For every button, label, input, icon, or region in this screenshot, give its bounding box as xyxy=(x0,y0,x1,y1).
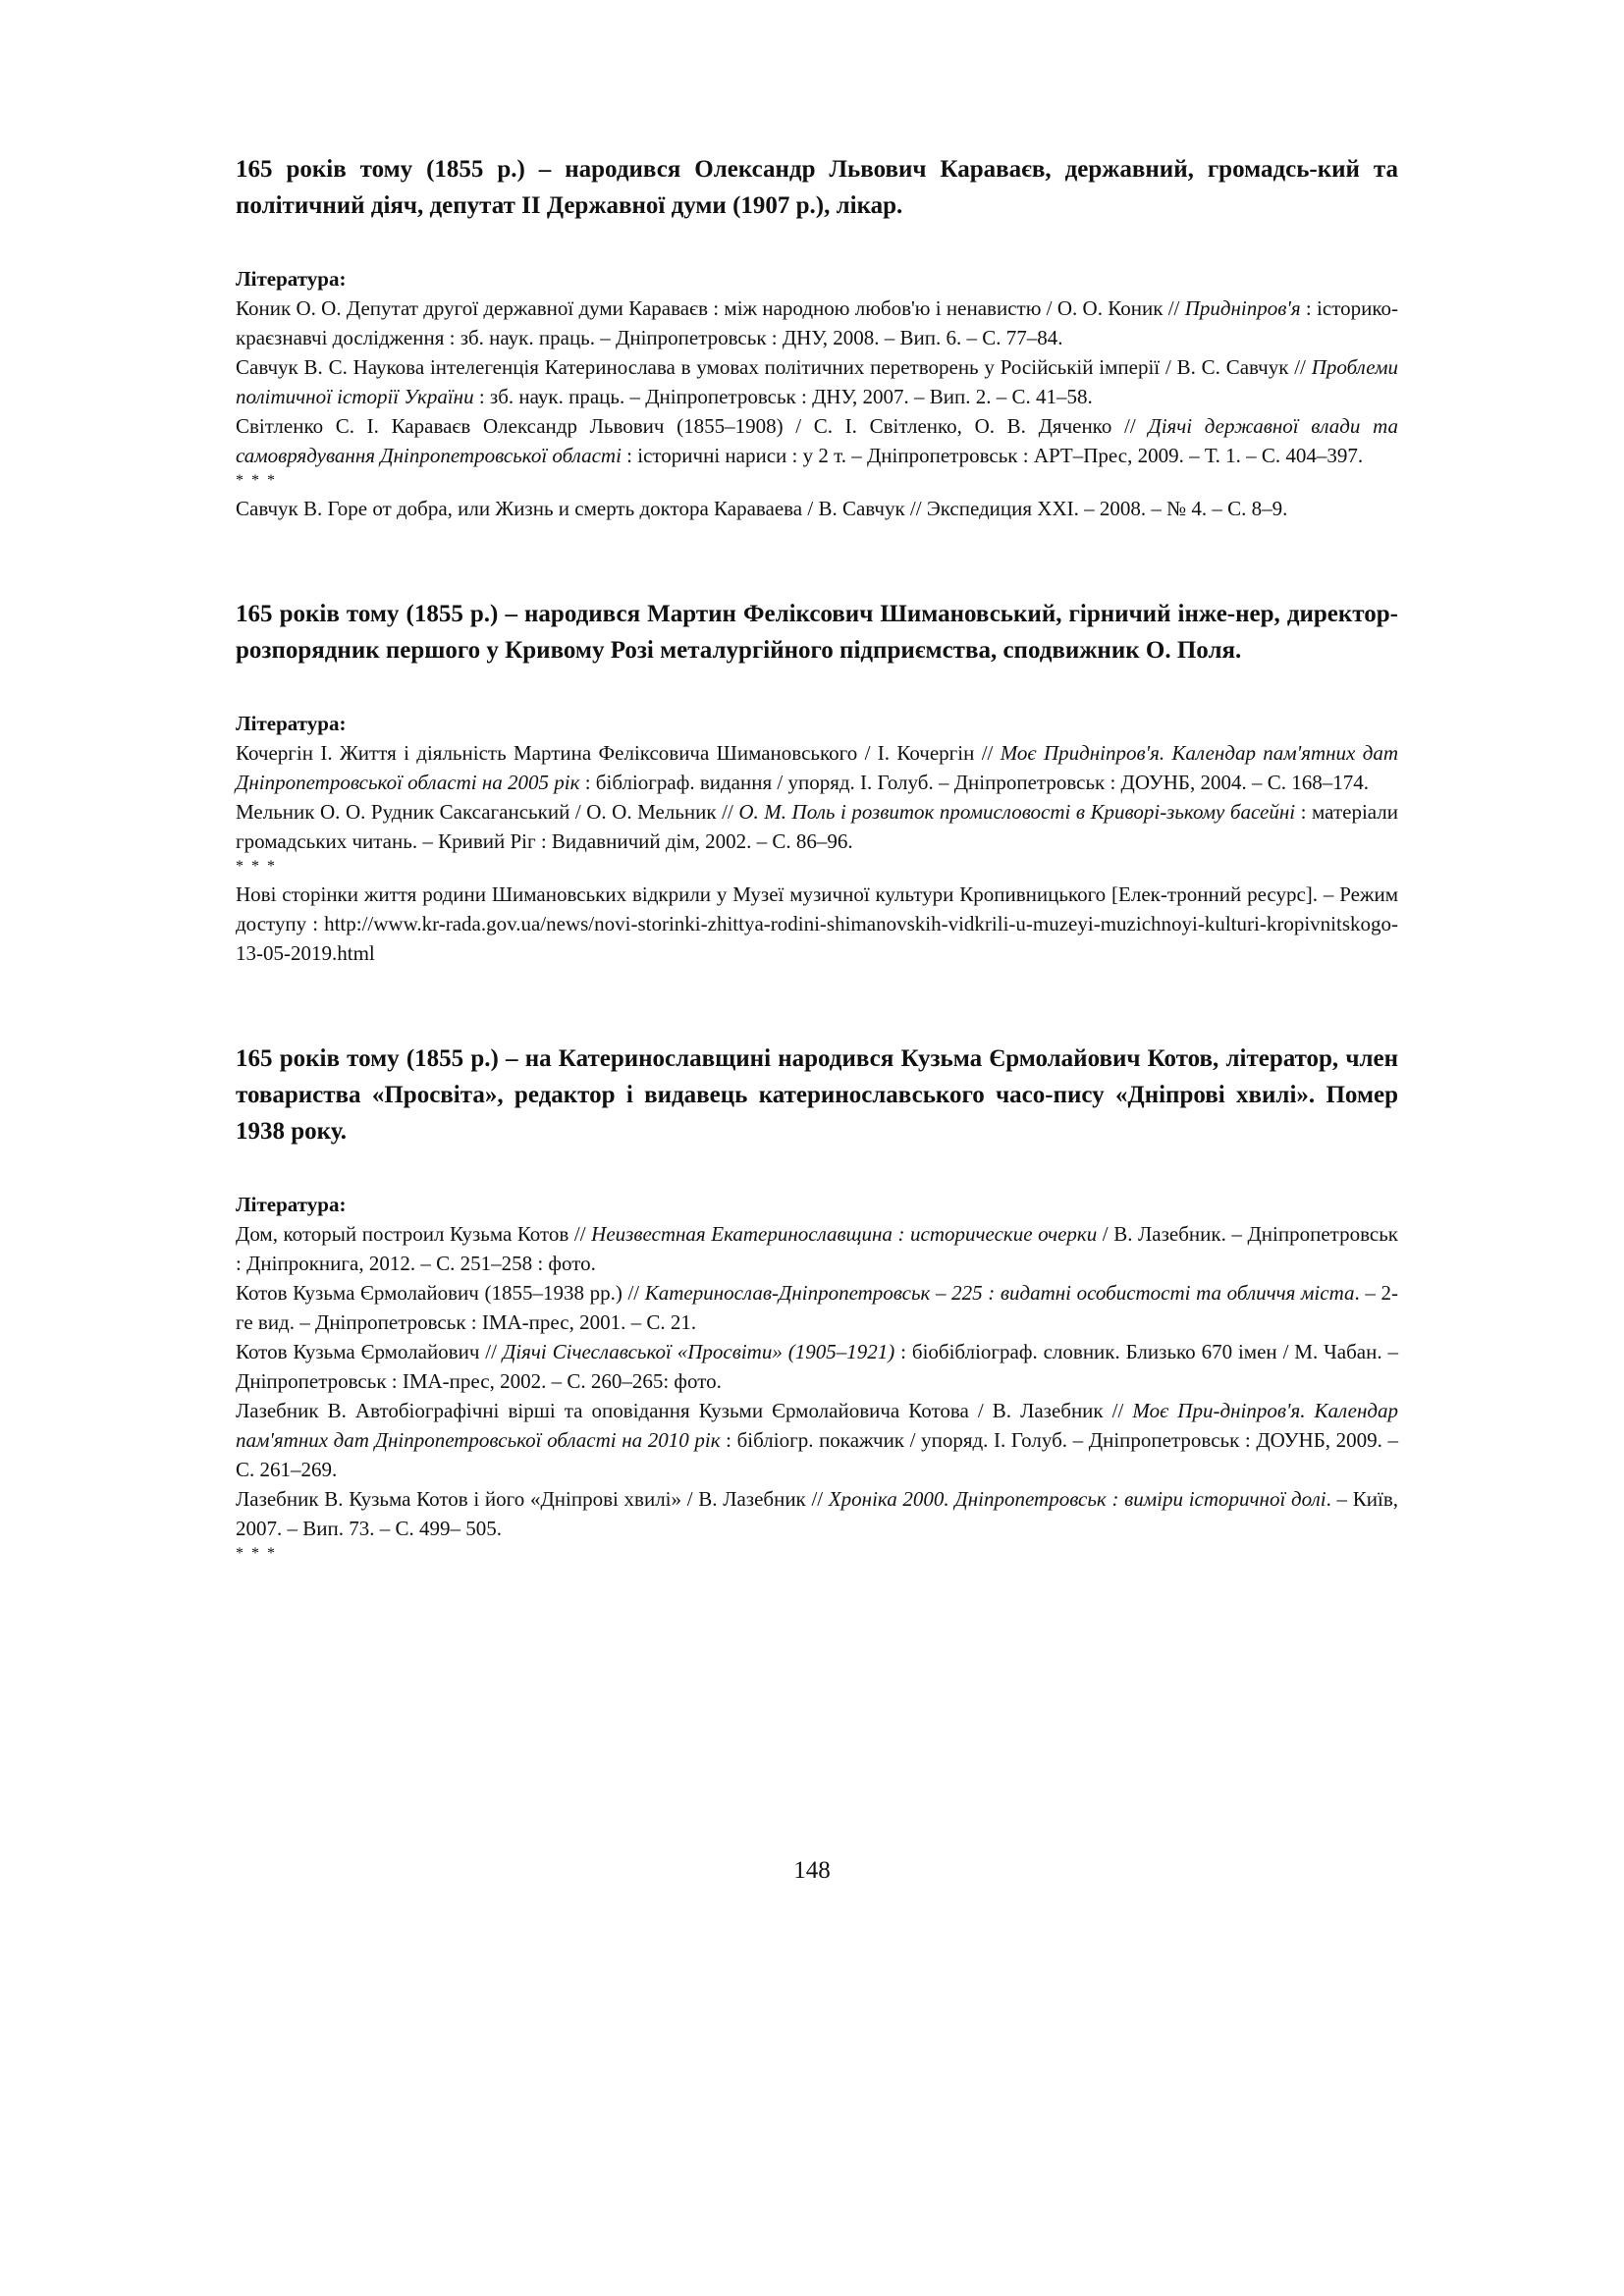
separator-stars: * * * xyxy=(236,858,277,875)
bibliography-entry: Кочергін І. Життя і діяльність Мартина Феліксовича Шимановського / І. Кочергін // Моє Придніпров'я. Календар пам'ятних дат Дніпропетровської області на 2005 рік : бібліограф. видання / упоряд. І. Голуб. – Дніпропетровськ : ДОУНБ, 2004. – С. 168–174. xyxy=(236,741,1398,794)
section-heading: 165 років тому (1855 р.) – на Катеринославщині народився Кузьма Єрмолайович Котов, літератор, член товариства «Просвіта», редактор і видавець катеринославського часо-пису «Дніпрові хвилі». Помер 1938 року. xyxy=(236,1045,1398,1145)
bibliography-entry: Коник О. О. Депутат другої державної думи Караваєв : між народною любов'ю і ненавистю / О. О. Коник // Придніпров'я : історико-краєзнавчі дослідження : зб. наук. праць. – Дніпропетровськ : ДНУ, 2008. – Вип. 6. – С. 77–84. xyxy=(236,296,1398,349)
bibliography-entry: Дом, который построил Кузьма Котов // Неизвестная Екатеринославщина : исторические очерки / В. Лазебник. – Дніпропетровськ : Дніпрокнига, 2012. – С. 251–258 : фото. xyxy=(236,1222,1398,1275)
literature-label: Література: xyxy=(236,267,347,291)
bibliography-entry: Лазебник В. Автобіографічні вірші та оповідання Кузьми Єрмолайовича Котова / В. Лазебник // Моє При-дніпров'я. Календар пам'ятних дат Дніпропетровської області на 2010 рік : бібліогр. покажчик / упоряд. І. Голуб. – Дніпропетровськ : ДОУНБ, 2009. – С. 261–269. xyxy=(236,1399,1399,1481)
bibliography-entry: Світленко С. І. Караваєв Олександр Львович (1855–1908) / С. І. Світленко, О. В. Дяченко // Діячі державної влади та самоврядування Дніпропетровської області : історичні нариси : у 2 т. – Дніпропетровськ : АРТ–Прес, 2009. – Т. 1. – С. 404–397. xyxy=(236,414,1399,467)
bibliography-entry: Савчук В. С. Наукова інтелегенція Катеринослава в умовах політичних перетворень у Російській імперії / В. С. Савчук // Проблеми політичної історії України : зб. наук. праць. – Дніпропетровськ : ДНУ, 2007. – Вип. 2. – С. 41–58. xyxy=(236,355,1398,408)
section-kotov xyxy=(236,1041,1398,1563)
literature-label: Література: xyxy=(236,712,347,735)
bibliography-entry-link: Нові сторінки життя родини Шимановських відкрили у Музеї музичної культури Кропивницького [Елек-тронний ресурс]. – Режим доступу : http://www.kr-rada.gov.ua/news/novi-storinki-zhittya-rodini-shimanovskih-vidkrili-u-muzeyi-muzichnoyi-kulturi-kropivnitskogo-13-05-2019.html xyxy=(236,882,1398,965)
page-number: 148 xyxy=(793,1857,831,1884)
bibliography-entry: Мельник О. О. Рудник Саксаганський / О. О. Мельник // О. М. Поль і розвиток промисловості в Криворі-зькому басейні : матеріали громадських читань. – Кривий Ріг : Видавничий дім, 2002. – С. 86–96. xyxy=(236,800,1398,853)
section-heading: 165 років тому (1855 р.) – народився Олександр Львович Караваєв, державний, громадсь-кий та політичний діяч, депутат ІІ Державної думи (1907 р.), лікар. xyxy=(236,156,1398,219)
bibliography-entry: Савчук В. Горе от добра, или Жизнь и смерть доктора Караваева / В. Савчук // Экспедиция XXI. – 2008. – № 4. – С. 8–9. xyxy=(236,497,1288,520)
section-heading: 165 років тому (1855 р.) – народився Мартин Феліксович Шимановський, гірничий інже-нер, директор-розпорядник першого у Кривому Розі металургійного підприємства, сподвижник О. Поля. xyxy=(236,601,1398,664)
bibliography-entry: Лазебник В. Кузьма Котов і його «Дніпрові хвилі» / В. Лазебник // Хроніка 2000. Дніпропетровськ : виміри історичної долі. – Київ, 2007. – Вип. 73. – С. 499– 505. xyxy=(236,1487,1398,1540)
bibliography-entry: Котов Кузьма Єрмолайович (1855–1938 рр.) // Катеринослав-Дніпропетровськ – 225 : видатні особистості та обличчя міста. – 2-ге вид. – Дніпропетровськ : ІМА-прес, 2001. – С. 21. xyxy=(236,1281,1399,1334)
literature-label: Література: xyxy=(236,1193,347,1216)
separator-stars: * * * xyxy=(236,1545,277,1562)
bibliography-entry: Котов Кузьма Єрмолайович // Діячі Січеславської «Просвіти» (1905–1921) : біобібліограф. словник. Близько 670 імен / М. Чабан. – Дніпропетровськ : ІМА-прес, 2002. – С. 260–265: фото. xyxy=(236,1340,1399,1393)
document-page xyxy=(236,151,1398,1567)
separator-stars: * * * xyxy=(236,472,277,489)
section-shymanovsky xyxy=(236,596,1398,968)
section-karavaev xyxy=(236,151,1398,523)
